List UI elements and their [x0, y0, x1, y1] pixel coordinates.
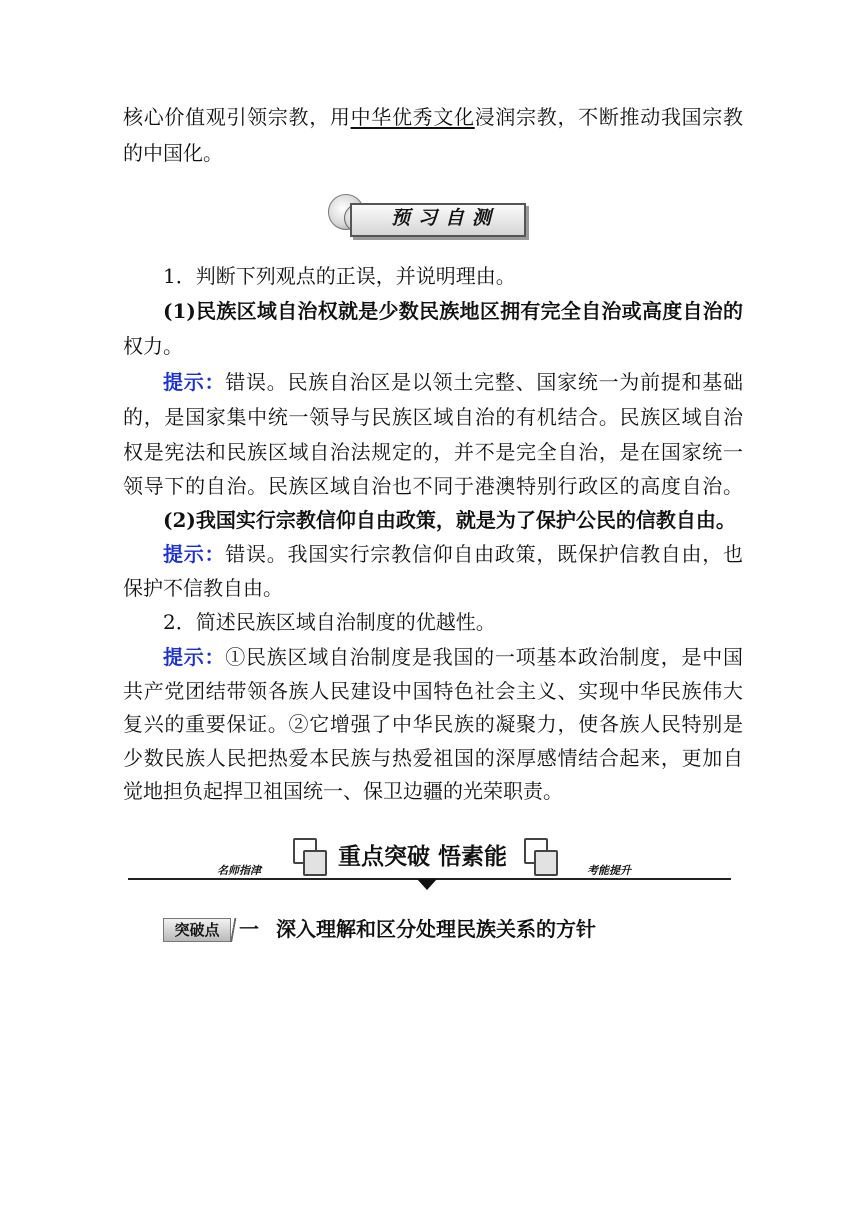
section-left-caption: 名师指津: [217, 864, 261, 877]
section-title: 重点突破 悟素能: [338, 844, 508, 870]
statement-2-line-1: (2)我国实行宗教信仰自由政策，就是为了保护公民的信教自由。: [163, 508, 736, 532]
hint-3-line-4: 少数民族人民把热爱本民族与热爱祖国的深厚感情结合起来，更加自: [123, 746, 743, 770]
intro-text: 核心价值观引领宗教，用: [123, 105, 351, 129]
hint-text: ①民族区域自治制度是我国的一项基本政治制度，是中国: [225, 645, 743, 669]
hint-label: 提示：: [163, 542, 226, 566]
intro-text: 浸润宗教，不断推动我国宗教: [474, 105, 743, 129]
statement-1-line-1: (1)民族区域自治权就是少数民族地区拥有完全自治或高度自治的: [163, 299, 743, 323]
question-1-heading: 1．判断下列观点的正误，并说明理由。: [163, 264, 516, 288]
hint-1-line-4: 领导下的自治。民族区域自治也不同于港澳特别行政区的高度自治。: [123, 474, 743, 498]
underlined-phrase: 中华优秀文化: [350, 105, 475, 129]
down-triangle-icon: [417, 879, 437, 890]
breakthrough-number: 一: [239, 917, 259, 941]
intro-line-2: 的中国化。: [123, 141, 223, 165]
question-2-heading: 2．简述民族区域自治制度的优越性。: [163, 610, 496, 634]
hint-2-line-2: 保护不信教自由。: [123, 576, 283, 600]
hint-1-line-1: [163, 365, 743, 399]
hint-label: 提示：: [163, 370, 226, 394]
breakthrough-title: 深入理解和区分处理民族关系的方针: [276, 917, 596, 941]
hint-1-line-3: 权是宪法和民族区域自治法规定的，并不是完全自治，是在国家统一: [123, 440, 743, 464]
hint-3-line-3: 复兴的重要保证。②它增强了中华民族的凝聚力，使各族人民特别是: [123, 712, 743, 736]
hint-text: 错误。我国实行宗教信仰自由政策，既保护信教自由，也: [225, 542, 743, 566]
hint-text: 错误。民族自治区是以领土完整、国家统一为前提和基础: [225, 370, 743, 394]
hint-2-line-1: [163, 537, 743, 571]
hint-label: 提示：: [163, 645, 226, 669]
hint-3-line-1: [163, 640, 743, 674]
intro-line-1: [123, 100, 743, 134]
hint-1-line-2: 的，是国家集中统一领导与民族区域自治的有机结合。民族区域自治: [123, 405, 743, 429]
squares-icon: [293, 838, 327, 876]
hint-3-line-2: 共产党团结带领各族人民建设中国特色社会主义、实现中华民族伟大: [123, 679, 743, 703]
squares-icon: [524, 838, 558, 876]
statement-1-line-2: 权力。: [123, 334, 183, 358]
section-right-caption: 考能提升: [587, 864, 631, 877]
hint-3-line-5: 觉地担负起捍卫祖国统一、保卫边疆的光荣职责。: [123, 779, 563, 803]
tag-slash-decoration: [228, 918, 238, 942]
banner-label: 预习自测: [390, 207, 499, 229]
preview-selftest-banner: [328, 193, 528, 243]
breakthrough-tag: 突破点: [163, 918, 231, 942]
